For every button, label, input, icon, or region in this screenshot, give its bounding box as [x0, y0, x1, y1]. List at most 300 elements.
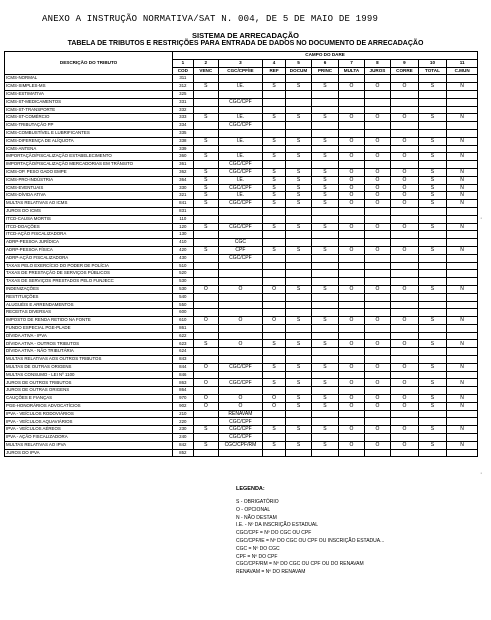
field-rule	[447, 239, 478, 247]
field-rule	[193, 122, 218, 130]
field-rule	[286, 122, 311, 130]
field-rule	[311, 348, 339, 356]
field-rule	[418, 90, 447, 98]
field-rule: O	[364, 200, 390, 208]
field-rule: O	[339, 246, 364, 254]
field-rule: N	[447, 317, 478, 325]
table-row	[5, 270, 478, 278]
field-rule	[311, 239, 339, 247]
field-rule	[447, 254, 478, 262]
field-rule	[286, 231, 311, 239]
field-rule	[418, 332, 447, 340]
field-rule: S	[286, 340, 311, 348]
field-rule: O	[193, 379, 218, 387]
tax-table	[4, 51, 478, 457]
field-rule	[364, 410, 390, 418]
table-row	[5, 441, 478, 449]
table-row	[5, 278, 478, 286]
field-rule: O	[391, 114, 419, 122]
field-rule: O	[193, 395, 218, 403]
field-rule: S	[418, 223, 447, 231]
field-rule	[311, 231, 339, 239]
field-rule: O	[391, 317, 419, 325]
field-rule	[391, 98, 419, 106]
table-row	[5, 239, 478, 247]
field-rule: S	[262, 246, 285, 254]
field-rule	[364, 293, 390, 301]
legend-item: S - OBRIGATÓRIO	[236, 499, 279, 505]
field-rule	[447, 371, 478, 379]
tax-description: ICMS-ST-MEDICAMENTOS	[5, 98, 173, 106]
tax-description: CAUÇÕES E FIANÇAS	[5, 395, 173, 403]
legend-item: CPF = Nº DO CPF	[236, 553, 278, 560]
field-rule: S	[262, 223, 285, 231]
field-rule	[311, 254, 339, 262]
field-rule: O	[219, 402, 263, 410]
field-rule: N	[447, 153, 478, 161]
tax-description: ALUGUÉIS E ARRENDAMENTOS	[5, 301, 173, 309]
scan-mark: ·	[480, 215, 483, 222]
field-rule: O	[364, 379, 390, 387]
field-rule	[418, 348, 447, 356]
col-number: 11	[447, 59, 478, 67]
field-rule	[193, 106, 218, 114]
field-rule	[364, 332, 390, 340]
field-rule	[339, 239, 364, 247]
tax-description: INDENIZAÇÕES	[5, 285, 173, 293]
field-rule: S	[286, 137, 311, 145]
field-rule: N	[447, 184, 478, 192]
field-rule	[311, 215, 339, 223]
field-rule	[391, 434, 419, 442]
field-rule	[339, 387, 364, 395]
tax-code: 110	[173, 215, 193, 223]
col-label: JUROS	[364, 67, 390, 75]
field-rule	[339, 371, 364, 379]
field-rule	[391, 293, 419, 301]
field-rule	[262, 434, 285, 442]
field-rule	[447, 98, 478, 106]
field-rule	[447, 309, 478, 317]
field-rule	[262, 356, 285, 364]
field-rule: S	[193, 153, 218, 161]
table-row	[5, 395, 478, 403]
tax-code: 410	[173, 239, 193, 247]
field-rule: N	[447, 285, 478, 293]
field-rule: S	[311, 395, 339, 403]
field-rule	[219, 145, 263, 153]
tax-code: 902	[173, 402, 193, 410]
header-row-campo	[5, 52, 478, 60]
field-rule	[418, 410, 447, 418]
table-row	[5, 340, 478, 348]
legend-item: CGC/CPF/RM = Nº DO CGC OU CPF OU DO RENAVAM	[236, 561, 364, 568]
field-rule: O	[364, 83, 390, 91]
field-rule	[193, 98, 218, 106]
field-rule	[339, 293, 364, 301]
field-rule	[286, 356, 311, 364]
field-rule	[286, 75, 311, 83]
field-rule	[193, 324, 218, 332]
tax-description: TAXAS PELO EXERCÍCIO DO PODER DE POLÍCIA	[5, 262, 173, 270]
field-rule: N	[447, 200, 478, 208]
field-rule	[262, 129, 285, 137]
field-rule	[391, 129, 419, 137]
field-rule: S	[286, 192, 311, 200]
field-rule: I.E.	[219, 192, 263, 200]
field-rule: O	[339, 114, 364, 122]
table-row	[5, 246, 478, 254]
tax-description: ICMS-OP. PESO GADO EMPE	[5, 168, 173, 176]
field-rule	[311, 332, 339, 340]
tax-description: DÍVIDA ATIVA - IPVA	[5, 332, 173, 340]
field-rule	[311, 75, 339, 83]
field-rule	[193, 129, 218, 137]
field-rule	[339, 75, 364, 83]
table-row	[5, 418, 478, 426]
field-rule	[262, 301, 285, 309]
field-rule	[311, 371, 339, 379]
field-rule	[262, 98, 285, 106]
field-rule: S	[262, 192, 285, 200]
tax-description: IPVA - VEÍCULOS AQUAVIÁRIOS	[5, 418, 173, 426]
tax-code: 540	[173, 293, 193, 301]
field-rule	[364, 270, 390, 278]
tax-code: 362	[173, 168, 193, 176]
field-rule: N	[447, 246, 478, 254]
field-rule	[339, 207, 364, 215]
table-row	[5, 317, 478, 325]
field-rule: N	[447, 395, 478, 403]
field-rule: N	[447, 426, 478, 434]
field-rule: O	[364, 441, 390, 449]
table-row	[5, 83, 478, 91]
field-rule	[447, 332, 478, 340]
field-rule	[364, 278, 390, 286]
field-rule	[193, 434, 218, 442]
field-rule: O	[339, 379, 364, 387]
field-rule	[364, 129, 390, 137]
field-rule: S	[262, 114, 285, 122]
tax-code: 510	[173, 262, 193, 270]
table-row	[5, 207, 478, 215]
system-title: SISTEMA DE ARRECADAÇÃO	[192, 31, 299, 40]
field-rule	[418, 324, 447, 332]
table-row	[5, 309, 478, 317]
field-rule: O	[364, 184, 390, 192]
field-rule	[364, 262, 390, 270]
field-rule: O	[391, 137, 419, 145]
table-row	[5, 379, 478, 387]
field-rule	[262, 309, 285, 317]
field-rule	[286, 278, 311, 286]
field-rule: O	[364, 426, 390, 434]
field-rule: S	[286, 285, 311, 293]
field-rule: S	[193, 426, 218, 434]
tax-code: 622	[173, 332, 193, 340]
field-rule: O	[219, 340, 263, 348]
field-rule: N	[447, 83, 478, 91]
tax-description: JUROS DO ICMS	[5, 207, 173, 215]
field-rule	[391, 324, 419, 332]
field-rule	[391, 270, 419, 278]
field-rule: O	[391, 223, 419, 231]
legend-list	[236, 499, 384, 577]
table-row	[5, 137, 478, 145]
field-rule	[286, 371, 311, 379]
field-rule	[418, 254, 447, 262]
field-rule	[339, 270, 364, 278]
field-rule: S	[311, 200, 339, 208]
field-rule: S	[193, 223, 218, 231]
field-rule: S	[418, 395, 447, 403]
field-rule	[219, 215, 263, 223]
table-row	[5, 145, 478, 153]
field-rule	[219, 332, 263, 340]
field-rule	[311, 98, 339, 106]
field-rule: N	[447, 192, 478, 200]
field-rule	[418, 106, 447, 114]
field-rule	[339, 278, 364, 286]
field-rule	[262, 75, 285, 83]
field-rule	[219, 387, 263, 395]
field-rule	[339, 449, 364, 457]
legend-item: CGC = Nº DO CGC	[236, 545, 280, 552]
field-rule	[286, 348, 311, 356]
field-rule: CGC/CPF	[219, 184, 263, 192]
field-rule: N	[447, 340, 478, 348]
field-rule: O	[391, 192, 419, 200]
field-rule	[339, 434, 364, 442]
tax-code: 335	[173, 129, 193, 137]
table-row	[5, 262, 478, 270]
field-rule	[339, 122, 364, 130]
field-rule: S	[311, 441, 339, 449]
tax-description: ICMS-PRO-INDÚSTRIA	[5, 176, 173, 184]
tax-code: 970	[173, 395, 193, 403]
field-rule: O	[391, 246, 419, 254]
field-rule	[193, 449, 218, 457]
field-rule	[193, 231, 218, 239]
field-rule: O	[391, 379, 419, 387]
field-rule	[286, 207, 311, 215]
field-rule	[447, 75, 478, 83]
field-rule: S	[311, 426, 339, 434]
col-number: 7	[339, 59, 364, 67]
field-rule	[286, 449, 311, 457]
tax-code: 210	[173, 410, 193, 418]
table-row	[5, 410, 478, 418]
table-row	[5, 215, 478, 223]
field-rule	[262, 348, 285, 356]
field-rule: O	[193, 285, 218, 293]
tax-code: 120	[173, 223, 193, 231]
field-rule: S	[311, 184, 339, 192]
field-rule	[391, 262, 419, 270]
field-rule	[391, 239, 419, 247]
field-rule	[339, 129, 364, 137]
field-rule: N	[447, 168, 478, 176]
col-number: 4	[262, 59, 285, 67]
legend-item: RENAVAM = Nº DO RENAVAM	[236, 569, 306, 576]
table-row	[5, 90, 478, 98]
field-rule	[339, 324, 364, 332]
field-rule: S	[193, 168, 218, 176]
campo-header: CAMPO DO DARE	[173, 52, 478, 60]
field-rule	[262, 278, 285, 286]
field-rule	[311, 106, 339, 114]
field-rule	[447, 434, 478, 442]
field-rule	[286, 418, 311, 426]
tax-code: 321	[173, 192, 193, 200]
field-rule	[364, 356, 390, 364]
field-rule	[418, 309, 447, 317]
tax-description: FUNDO ESPECIAL PGE-PLADE	[5, 324, 173, 332]
field-rule	[364, 324, 390, 332]
field-rule	[311, 161, 339, 169]
field-rule	[193, 371, 218, 379]
field-rule	[391, 356, 419, 364]
tax-description: MULTAS CONSUMO - LEI Nº 1100	[5, 371, 173, 379]
field-rule	[219, 371, 263, 379]
field-rule	[339, 145, 364, 153]
field-rule: S	[418, 83, 447, 91]
field-rule: CGC/CPF/RM	[219, 441, 263, 449]
field-rule: O	[364, 176, 390, 184]
field-rule: S	[418, 285, 447, 293]
field-rule	[391, 90, 419, 98]
field-rule	[339, 106, 364, 114]
tax-description: MULTAS RELATIVAS AO ICMS	[5, 200, 173, 208]
field-rule: O	[391, 441, 419, 449]
field-rule: O	[391, 340, 419, 348]
field-rule	[311, 145, 339, 153]
field-rule	[193, 254, 218, 262]
tax-code: 831	[173, 207, 193, 215]
field-rule	[262, 215, 285, 223]
field-rule	[311, 278, 339, 286]
field-rule	[391, 387, 419, 395]
field-rule	[447, 278, 478, 286]
field-rule	[339, 98, 364, 106]
field-rule	[391, 122, 419, 130]
field-rule: N	[447, 114, 478, 122]
field-rule	[193, 262, 218, 270]
field-rule	[193, 332, 218, 340]
tax-code: 430	[173, 254, 193, 262]
field-rule	[219, 293, 263, 301]
field-rule: S	[262, 83, 285, 91]
field-rule	[418, 145, 447, 153]
field-rule: O	[339, 168, 364, 176]
field-rule	[391, 75, 419, 83]
table-row	[5, 153, 478, 161]
field-rule	[447, 449, 478, 457]
tax-code: 864	[173, 387, 193, 395]
col-number: 6	[311, 59, 339, 67]
field-rule: CGC/CPF	[219, 379, 263, 387]
tax-code: 550	[173, 301, 193, 309]
tax-description: IPVA - VEÍCULOS RODOVIÁRIOS	[5, 410, 173, 418]
field-rule: S	[311, 83, 339, 91]
field-rule: S	[418, 176, 447, 184]
field-rule: O	[364, 137, 390, 145]
field-rule	[311, 418, 339, 426]
field-rule	[339, 356, 364, 364]
field-rule: S	[418, 114, 447, 122]
field-rule	[418, 371, 447, 379]
tax-description: IMPORTAÇÃO/FISCALIZAÇÃO ESTABELECIMENTO	[5, 153, 173, 161]
tax-description: IMPOSTO DE RENDA RETIDO NA FONTE	[5, 317, 173, 325]
tax-description: ICMS-ANTENA	[5, 145, 173, 153]
field-rule: S	[193, 246, 218, 254]
field-rule: I.E.	[219, 137, 263, 145]
field-rule	[339, 254, 364, 262]
field-rule	[286, 98, 311, 106]
table-row	[5, 293, 478, 301]
field-rule: S	[286, 200, 311, 208]
tax-code: 624	[173, 348, 193, 356]
field-rule: O	[339, 192, 364, 200]
field-rule	[311, 324, 339, 332]
tax-code: 130	[173, 231, 193, 239]
field-rule	[339, 262, 364, 270]
field-rule: CGC/CPF	[219, 223, 263, 231]
field-rule: S	[262, 168, 285, 176]
field-rule	[418, 75, 447, 83]
field-rule	[447, 348, 478, 356]
field-rule	[311, 449, 339, 457]
field-rule: N	[447, 402, 478, 410]
field-rule: O	[193, 363, 218, 371]
field-rule: S	[193, 340, 218, 348]
field-rule	[311, 293, 339, 301]
field-rule	[262, 231, 285, 239]
field-rule	[262, 332, 285, 340]
field-rule	[339, 332, 364, 340]
field-rule: O	[391, 176, 419, 184]
field-rule	[311, 90, 339, 98]
field-rule: O	[364, 317, 390, 325]
field-rule: O	[339, 176, 364, 184]
table-row	[5, 426, 478, 434]
field-rule: S	[418, 402, 447, 410]
tax-description: IPVA - VEÍCULOS AÉREOS	[5, 426, 173, 434]
field-rule: S	[418, 379, 447, 387]
field-rule: O	[391, 184, 419, 192]
tax-code: 240	[173, 434, 193, 442]
field-rule: CGC/CPF	[219, 434, 263, 442]
legend-title: LEGENDA:	[236, 486, 265, 492]
tax-code: 360	[173, 153, 193, 161]
field-rule: O	[364, 153, 390, 161]
field-rule	[364, 254, 390, 262]
legend-item: CGC/CPF = Nº DO CGC OU CPF	[236, 530, 312, 537]
field-rule	[418, 418, 447, 426]
field-rule	[418, 161, 447, 169]
field-rule: O	[262, 402, 285, 410]
field-rule	[364, 387, 390, 395]
field-rule: S	[262, 153, 285, 161]
table-row	[5, 371, 478, 379]
tax-description: RESTITUIÇÕES	[5, 293, 173, 301]
tax-description: IPVA - AÇÃO FISCALIZADORA	[5, 434, 173, 442]
table-row	[5, 184, 478, 192]
field-rule	[447, 387, 478, 395]
field-rule: O	[339, 426, 364, 434]
field-rule: CGC	[219, 239, 263, 247]
col-number: 9	[391, 59, 419, 67]
